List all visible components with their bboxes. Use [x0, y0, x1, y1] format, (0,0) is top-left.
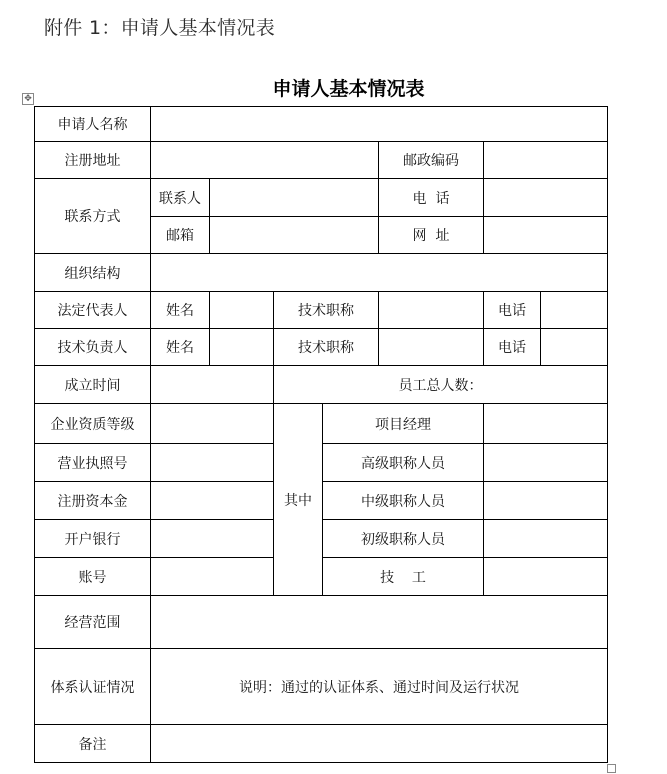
- tech-lead-phone-field[interactable]: [541, 329, 608, 366]
- tech-lead-title-field[interactable]: [379, 329, 484, 366]
- label-technical-lead: 技术负责人: [35, 329, 151, 366]
- label-bank: 开户银行: [35, 520, 151, 558]
- senior-staff-count-field[interactable]: [484, 444, 608, 482]
- label-legal-representative: 法定代表人: [35, 292, 151, 329]
- registered-address-field[interactable]: [151, 142, 379, 179]
- label-legal-rep-name: 姓名: [151, 292, 210, 329]
- business-scope-field[interactable]: [151, 596, 608, 649]
- project-manager-count-field[interactable]: [484, 404, 608, 444]
- label-registered-capital: 注册资本金: [35, 482, 151, 520]
- label-legal-rep-phone: 电话: [484, 292, 541, 329]
- label-phone-contact: 电 话: [379, 179, 484, 217]
- resize-square-icon[interactable]: [607, 764, 616, 773]
- label-organization-structure: 组织结构: [35, 254, 151, 292]
- label-among-them: 其中: [274, 404, 323, 596]
- contact-person-field[interactable]: [210, 179, 379, 217]
- account-no-field[interactable]: [151, 558, 274, 596]
- label-legal-rep-title: 技术职称: [274, 292, 379, 329]
- label-business-scope: 经营范围: [35, 596, 151, 649]
- certification-note[interactable]: 说明：通过的认证体系、通过时间及运行状况: [151, 649, 608, 725]
- label-tech-lead-phone: 电话: [484, 329, 541, 366]
- label-total-employees: 员工总人数：: [274, 366, 608, 404]
- label-technician: 技 工: [323, 558, 484, 596]
- label-tech-lead-title: 技术职称: [274, 329, 379, 366]
- qualification-grade-field[interactable]: [151, 404, 274, 444]
- attachment-heading: 附件 1：申请人基本情况表: [44, 17, 276, 39]
- established-time-field[interactable]: [151, 366, 274, 404]
- move-cross-icon[interactable]: ✥: [22, 93, 34, 105]
- intermediate-staff-count-field[interactable]: [484, 482, 608, 520]
- label-email: 邮箱: [151, 217, 210, 254]
- legal-rep-name-field[interactable]: [210, 292, 274, 329]
- registered-capital-field[interactable]: [151, 482, 274, 520]
- postcode-field[interactable]: [484, 142, 608, 179]
- label-intermediate-staff: 中级职称人员: [323, 482, 484, 520]
- email-field[interactable]: [210, 217, 379, 254]
- label-registered-address: 注册地址: [35, 142, 151, 179]
- applicant-info-table: [34, 106, 608, 763]
- website-field[interactable]: [484, 217, 608, 254]
- label-certification: 体系认证情况: [35, 649, 151, 725]
- label-applicant-name: 申请人名称: [35, 107, 151, 142]
- label-junior-staff: 初级职称人员: [323, 520, 484, 558]
- junior-staff-count-field[interactable]: [484, 520, 608, 558]
- label-established-time: 成立时间: [35, 366, 151, 404]
- legal-rep-title-field[interactable]: [379, 292, 484, 329]
- label-senior-staff: 高级职称人员: [323, 444, 484, 482]
- label-business-license-no: 营业执照号: [35, 444, 151, 482]
- tech-lead-name-field[interactable]: [210, 329, 274, 366]
- label-qualification-grade: 企业资质等级: [35, 404, 151, 444]
- applicant-name-field[interactable]: [151, 107, 608, 142]
- technician-count-field[interactable]: [484, 558, 608, 596]
- contact-phone-field[interactable]: [484, 179, 608, 217]
- label-tech-lead-name: 姓名: [151, 329, 210, 366]
- label-remarks: 备注: [35, 725, 151, 763]
- label-contact-person: 联系人: [151, 179, 210, 217]
- label-project-manager: 项目经理: [323, 404, 484, 444]
- legal-rep-phone-field[interactable]: [541, 292, 608, 329]
- organization-structure-field[interactable]: [151, 254, 608, 292]
- label-account-no: 账号: [35, 558, 151, 596]
- label-postcode: 邮政编码: [379, 142, 484, 179]
- remarks-field[interactable]: [151, 725, 608, 763]
- label-website: 网 址: [379, 217, 484, 254]
- label-contact-info: 联系方式: [35, 179, 151, 254]
- bank-field[interactable]: [151, 520, 274, 558]
- table-title: 申请人基本情况表: [272, 78, 425, 100]
- business-license-no-field[interactable]: [151, 444, 274, 482]
